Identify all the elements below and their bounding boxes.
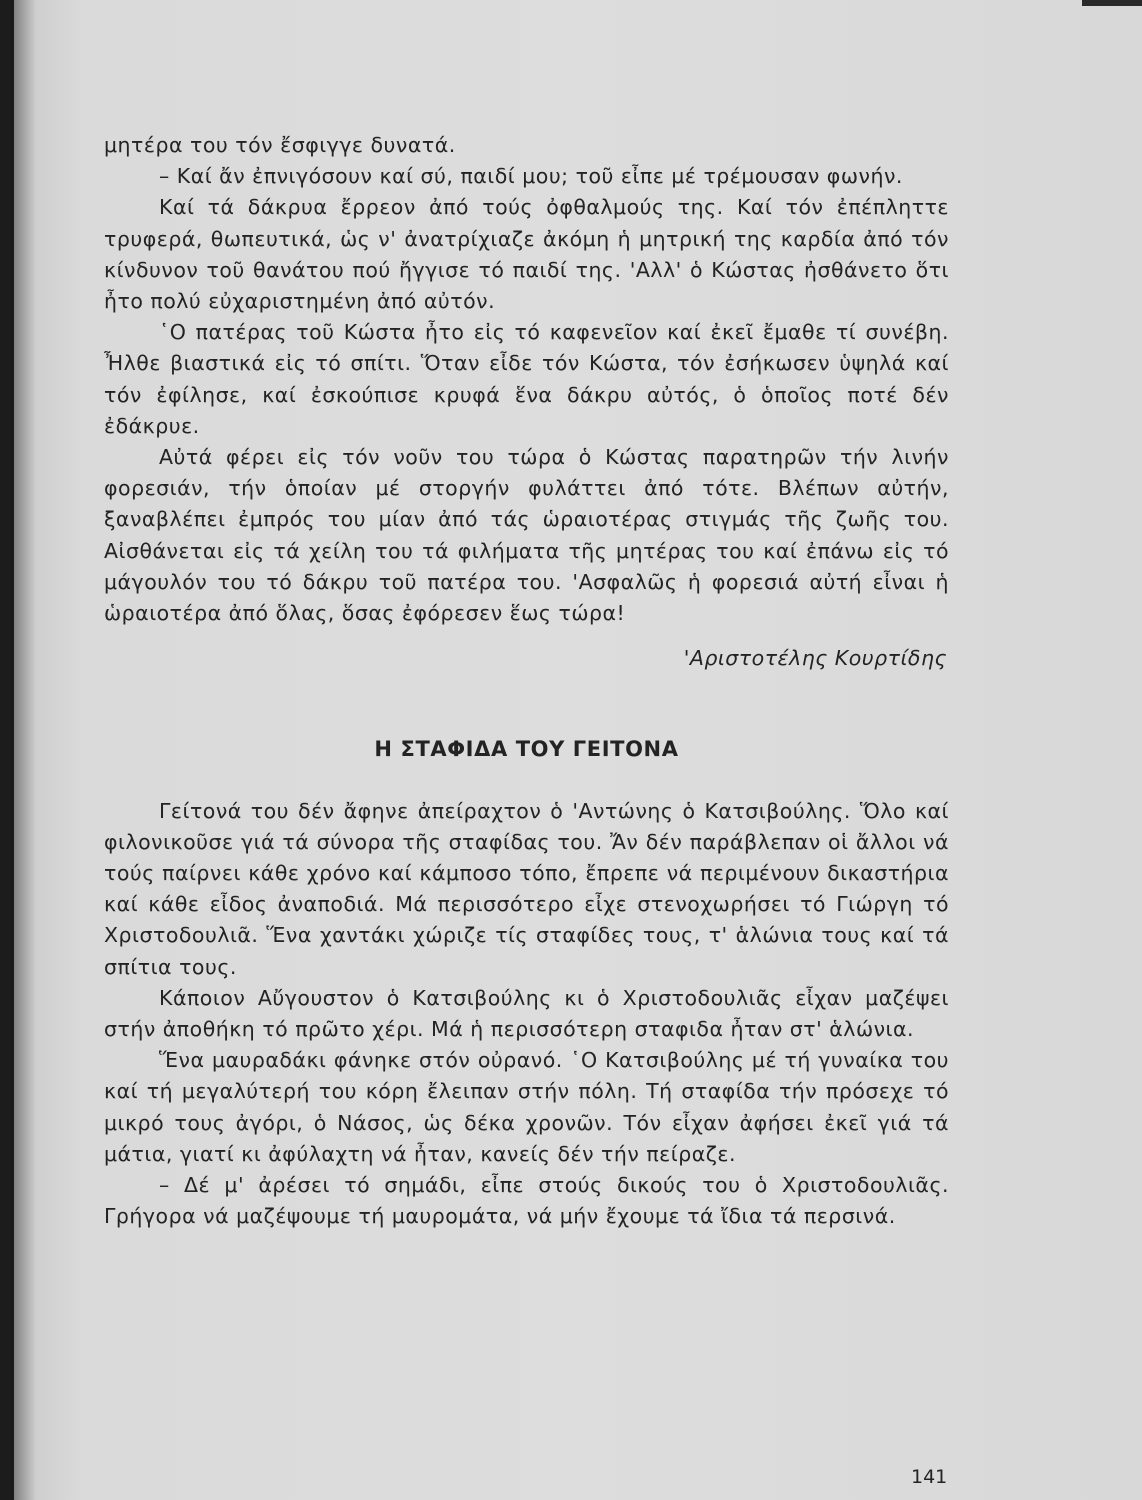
page-number: 141 — [911, 1466, 948, 1488]
paragraph: Καί τά δάκρυα ἔρρεον ἀπό τούς ὀφθαλμούς της. Καί τόν ἐπέπληττε τρυφερά, θωπευτικά, ὡς ν' ἀνατρίχιαζε ἀκόμη ἡ μητρική της καρδία ἀπό τόν κίνδυνον τοῦ θανάτου πού ἤγγισε τό παιδί της. 'Αλλ' ὁ Κώστας ἠσθάνετο ὅτι ἦτο πολύ εὐχαριστημένη ἀπό αὐτόν. — [104, 195, 949, 314]
paragraph: Ἕνα μαυραδάκι φάνηκε στόν οὐρανό. ῾Ο Κατσιβούλης μέ τή γυναίκα του καί τή μεγαλύτερή του κόρη ἔλειπαν στήν πόλη. Τή σταφίδα τήν πρόσεχε τό μικρό τους ἀγόρι, ὁ Νάσος, ὡς δέκα χρονῶν. Τόν εἶχαν ἀφήσει ἐκεῖ γιά τά μάτια, γιατί κι ἀφύλαχτη νά ἦταν, κανείς δέν τήν πείραζε. — [104, 1048, 949, 1166]
book-page — [14, 0, 1142, 1500]
paragraph: Γείτονά του δέν ἄφηνε ἀπείραχτον ὁ 'Αντώνης ὁ Κατσιβούλης. Ὅλο καί φιλονικοῦσε γιά τά σύνορα τῆς σταφίδας του. Ἄν δέν παράβλεπαν οἱ ἄλλοι νά τούς παίρνει κάθε χρόνο καί κάμποσο τόπο, ἔπρεπε νά περιμένουν δικαστήρια καί κάθε εἶδος ἀναποδιά. Μά περισσότερο εἶχε στενοχωρήσει τό Γιώργη τό Χριστοδουλιᾶ. Ἕνα χαντάκι χώριζε τίς σταφίδες τους, τ' ἁλώνια τους καί τά σπίτια τους. — [104, 798, 949, 979]
paragraph: – Καί ἄν ἐπνιγόσουν καί σύ, παιδί μου; τοῦ εἶπε μέ τρέμουσαν φωνήν. — [159, 164, 903, 189]
spine-shadow — [14, 0, 36, 1500]
paragraph: ῾Ο πατέρας τοῦ Κώστα ἦτο εἰς τό καφενεῖον καί ἐκεῖ ἔμαθε τί συνέβη. Ἦλθε βιαστικά εἰς τό σπίτι. Ὅταν εἶδε τόν Κώστα, τόν ἐσήκωσεν ὑψηλά καί τόν ἐφίλησε, καί ἐσκούπισε κρυφά ἕνα δάκρυ αὐτός, ὁ ὁποῖος ποτέ δέν ἐδάκρυε. — [104, 320, 949, 438]
paragraph: – Δέ μ' ἀρέσει τό σημάδι, εἶπε στούς δικούς του ὁ Χριστοδουλιᾶς. Γρήγορα νά μαζέψουμε τή μαυρομάτα, νά μήν ἔχουμε τά ἴδια τά περσινά. — [104, 1173, 949, 1229]
paragraph: Αὐτά φέρει εἰς τόν νοῦν του τώρα ὁ Κώστας παρατηρῶν τήν λινήν φορεσιάν, τήν ὁποίαν μέ στοργήν φυλάττει ἀπό τότε. Βλέπων αὐτήν, ξαναβλέπει ἐμπρός του μίαν ἀπό τάς ὡραιοτέρας στιγμάς τῆς ζωῆς του. Αἰσθάνεται εἰς τά χείλη του τά φιλήματα τῆς μητέρας του καί ἐπάνω εἰς τό μάγουλόν του τό δάκρυ τοῦ πατέρα του. 'Ασφαλῶς ἡ φορεσιά αὐτή εἶναι ἡ ὡραιοτέρα ἀπό ὅλας, ὅσας ἐφόρεσεν ἕως τώρα! — [104, 445, 949, 626]
page-text — [104, 130, 949, 1233]
scan-edge — [1082, 0, 1142, 6]
story-title: Η ΣΤΑΦΙΔΑ ΤΟΥ ΓΕΙΤΟΝΑ — [374, 737, 679, 762]
author-signature: 'Αριστοτέλης Κουρτίδης — [683, 646, 947, 671]
paragraph: Κάποιον Αὔγουστον ὁ Κατσιβούλης κι ὁ Χριστοδουλιᾶς εἶχαν μαζέψει στήν ἀποθήκη τό πρῶτο χέρι. Μά ἡ περισσότερη σταφιδα ἦταν στ' ἁλώνια. — [104, 985, 949, 1042]
paragraph: μητέρα του τόν ἔσφιγγε δυνατά. — [104, 133, 456, 157]
